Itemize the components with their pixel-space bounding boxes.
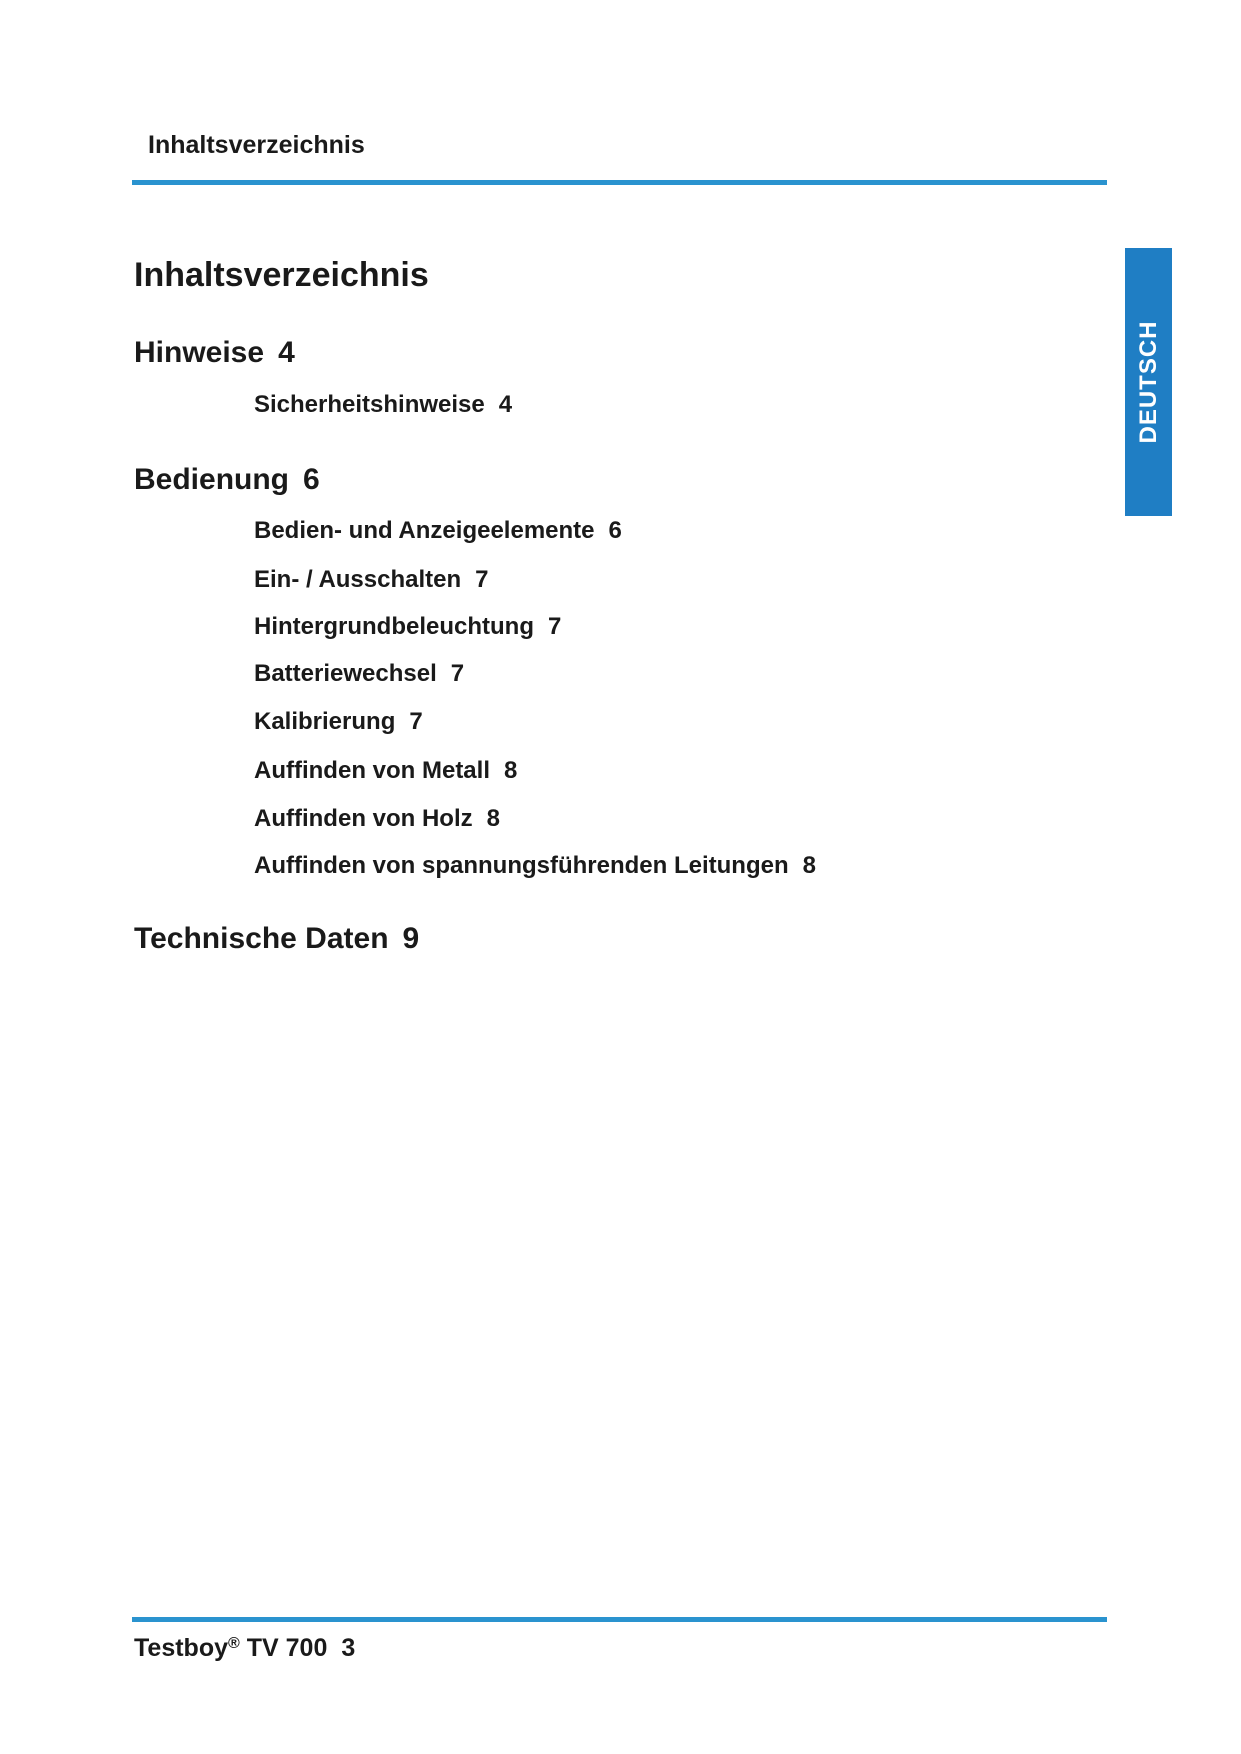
footer-page-number: 3	[341, 1634, 356, 1662]
registered-mark: ®	[228, 1635, 240, 1652]
toc-entry	[254, 757, 517, 785]
toc-entry-page: 6	[608, 517, 622, 544]
toc-entry	[254, 517, 622, 545]
toc-entry-title: Batteriewechsel	[254, 660, 437, 687]
toc-entry-title: Bedien- und Anzeigeelemente	[254, 517, 595, 544]
toc-entry-page: 4	[498, 391, 513, 418]
running-header: Inhaltsverzeichnis	[148, 131, 365, 159]
footer-rule	[132, 1617, 1107, 1622]
toc-entry-title: Auffinden von Metall	[254, 757, 490, 784]
toc-entry	[254, 613, 561, 641]
toc-entry-page: 8	[486, 805, 500, 832]
toc-entry	[254, 805, 500, 833]
toc-entry-page: 7	[547, 613, 562, 640]
toc-entry	[254, 852, 816, 880]
toc-entry-page: 7	[409, 708, 423, 735]
toc-section-hinweise	[134, 336, 295, 370]
toc-entry-page: 7	[450, 660, 465, 687]
toc-entry-page: 8	[802, 852, 816, 879]
toc-entry-title: Auffinden von spannungsführenden Leitungen	[254, 852, 789, 879]
toc-entry	[254, 391, 512, 419]
toc-section-title: Hinweise	[134, 336, 265, 369]
toc-entry	[254, 660, 464, 688]
toc-entry-title: Kalibrierung	[254, 708, 396, 735]
toc-entry-page: 8	[504, 757, 518, 784]
header-rule	[132, 180, 1107, 185]
toc-entry-title: Ein- / Ausschalten	[254, 566, 462, 593]
language-tab-label: DEUTSCH	[1134, 320, 1162, 444]
toc-section-bedienung	[134, 463, 320, 497]
footer-model: TV 700	[246, 1634, 328, 1662]
toc-section-page: 6	[303, 463, 320, 496]
footer-brand: Testboy	[134, 1634, 228, 1662]
toc-section-page: 4	[278, 336, 295, 369]
toc-entry	[254, 566, 489, 594]
toc-entry-title: Hintergrundbeleuchtung	[254, 613, 534, 640]
toc-entry	[254, 708, 423, 736]
language-tab	[1125, 248, 1172, 516]
toc-section-technische-daten	[134, 922, 419, 956]
toc-entry-title: Sicherheitshinweise	[254, 391, 485, 418]
toc-section-page: 9	[402, 922, 420, 955]
toc-section-title: Bedienung	[134, 463, 289, 496]
toc-title: Inhaltsverzeichnis	[134, 256, 429, 294]
page-footer	[134, 1634, 355, 1663]
toc-section-title: Technische Daten	[134, 922, 389, 955]
toc-entry-page: 7	[475, 566, 489, 593]
toc-entry-title: Auffinden von Holz	[254, 805, 473, 832]
